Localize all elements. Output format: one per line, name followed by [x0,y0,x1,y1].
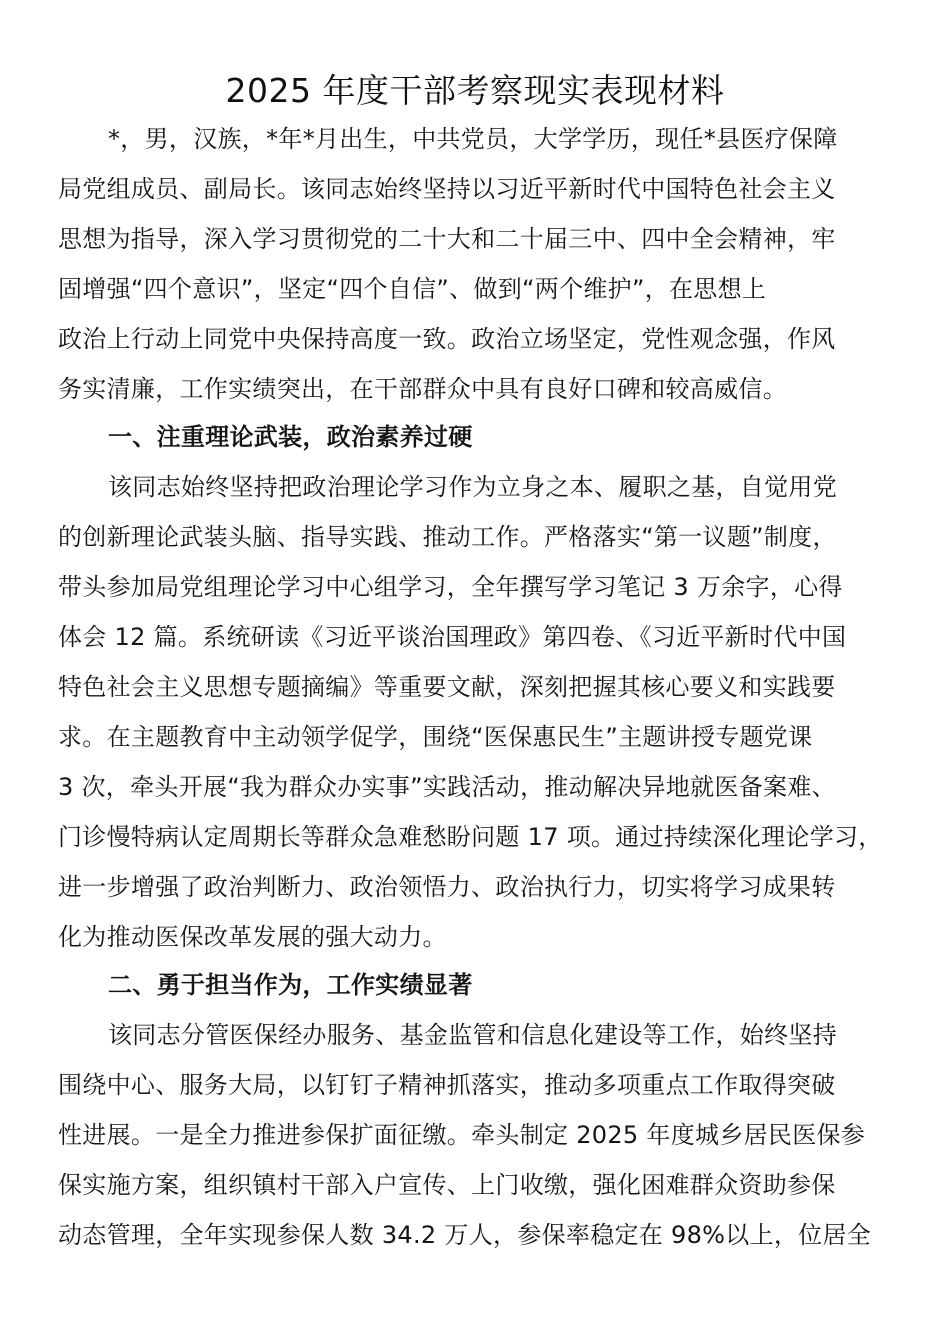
paragraph-line: 思想为指导，深入学习贯彻党的二十大和二十届三中、四中全会精神，牢 [58,225,836,253]
paragraph-line: 动态管理，全年实现参保人数 34.2 万人，参保率稳定在 98%以上，位居全 [58,1221,872,1249]
paragraph-line: 政治上行动上同党中央保持高度一致。政治立场坚定，党性观念强，作风 [58,325,836,353]
paragraph-line: 3 次，牵头开展“我为群众办实事”实践活动，推动解决异地就医备案难、 [58,773,836,801]
paragraph-line: 特色社会主义思想专题摘编》等重要文献，深刻把握其核心要义和实践要 [58,673,836,701]
paragraph-line: 体会 12 篇。系统研读《习近平谈治国理政》第四卷、《习近平新时代中国 [58,623,847,651]
paragraph-line: 围绕中心、服务大局，以钉钉子精神抓落实，推动多项重点工作取得突破 [58,1071,836,1099]
paragraph-line: 固增强“四个意识”，坚定“四个自信”、做到“两个维护”，在思想上 [58,275,767,303]
paragraph-line: 的创新理论武装头脑、指导实践、推动工作。严格落实“第一议题”制度， [58,523,837,551]
paragraph-line: 求。在主题教育中主动领学促学，围绕“医保惠民生”主题讲授专题党课 [58,723,813,751]
section-heading-1: 一、注重理论武装，政治素养过硬 [108,423,473,451]
paragraph-line: *，男，汉族，*年*月出生，中共党员，大学学历，现任*县医疗保障 [108,125,838,153]
paragraph-line: 化为推动医保改革发展的强大动力。 [58,923,447,951]
paragraph-line: 门诊慢特病认定周期长等群众急难愁盼问题 17 项。通过持续深化理论学习， [58,823,883,851]
section-heading-2: 二、勇于担当作为，工作实绩显著 [108,971,473,999]
document-title: 2025 年度干部考察现实表现材料 [225,71,725,110]
paragraph-line: 性进展。一是全力推进参保扩面征缴。牵头制定 2025 年度城乡居民医保参 [58,1121,866,1149]
paragraph-line: 该同志分管医保经办服务、基金监管和信息化建设等工作，始终坚持 [108,1021,837,1049]
paragraph-line: 局党组成员、副局长。该同志始终坚持以习近平新时代中国特色社会主义 [58,175,836,203]
paragraph-line: 该同志始终坚持把政治理论学习作为立身之本、履职之基，自觉用党 [108,473,837,501]
paragraph-line: 进一步增强了政治判断力、政治领悟力、政治执行力，切实将学习成果转 [58,873,836,901]
paragraph-line: 保实施方案，组织镇村干部入户宣传、上门收缴，强化困难群众资助参保 [58,1171,836,1199]
paragraph-line: 务实清廉，工作实绩突出，在干部群众中具有良好口碑和较高威信。 [58,375,787,403]
paragraph-line: 带头参加局党组理论学习中心组学习，全年撰写学习笔记 3 万余字，心得 [58,573,843,601]
